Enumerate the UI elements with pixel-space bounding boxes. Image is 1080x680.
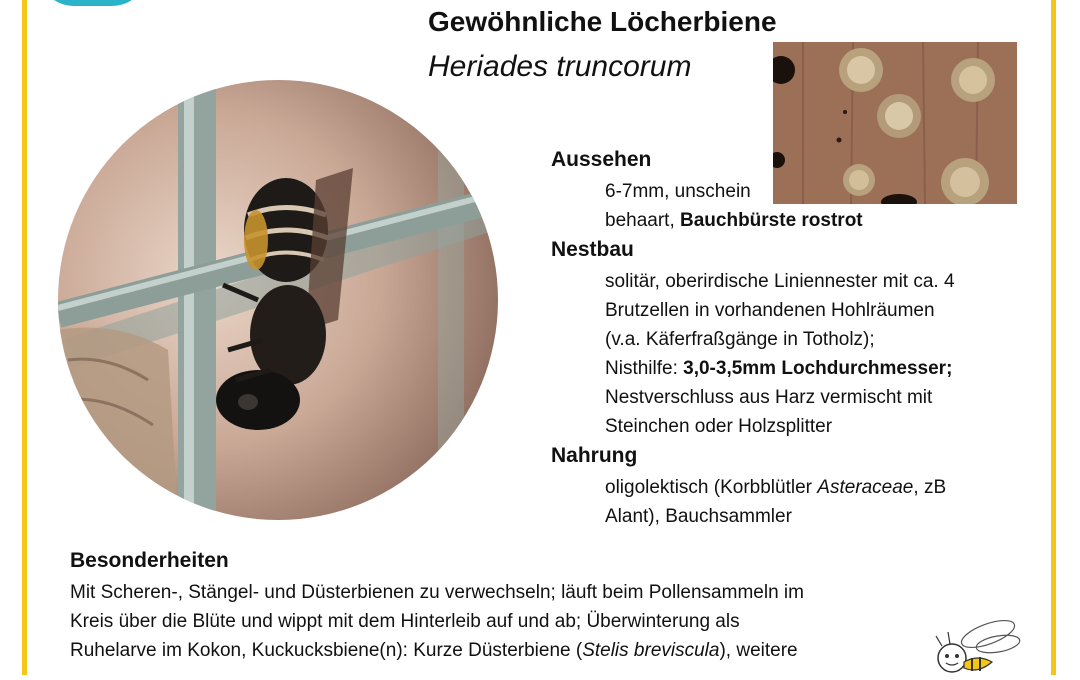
heading-aussehen: Aussehen (551, 148, 652, 171)
nahrung-line-1-plain: oligolektisch (Korbblütler (605, 477, 818, 498)
frame-left-border (22, 0, 27, 675)
text-besonderheiten (70, 578, 804, 665)
nahrung-line-1 (605, 473, 1015, 502)
aussehen-line-2-bold: Bauchbürste rostrot (680, 210, 863, 231)
nestbau-line-5: Nestverschluss aus Harz vermischt mit (605, 387, 933, 408)
heading-nahrung: Nahrung (551, 444, 638, 467)
besonderheiten-line-3-end: ), weitere (719, 640, 798, 661)
nestbau-line-4-plain: Nisthilfe: (605, 358, 684, 379)
text-nestbau (605, 267, 1015, 441)
bee-logo-icon (928, 618, 1028, 675)
besonderheiten-line-3 (70, 636, 804, 665)
heading-nestbau: Nestbau (551, 238, 634, 261)
nahrung-line-1-end: , zB (913, 477, 947, 498)
aussehen-line-2 (605, 206, 1015, 235)
nahrung-line-2: Alant), Bauchsammler (605, 506, 792, 527)
page-title: Gewöhnliche Löcherbiene (428, 6, 777, 37)
nestbau-line-3: (v.a. Käferfraßgänge in Totholz); (605, 329, 875, 350)
besonderheiten-line-3-plain: Ruhelarve im Kokon, Kuckucksbiene(n): Kurze Düsterbiene ( (70, 640, 583, 661)
bee-photo (58, 80, 498, 520)
latin-name: Heriades truncorum (428, 50, 692, 83)
nestbau-line-4-bold: 3,0-3,5mm Lochdurchmesser; (683, 358, 953, 379)
text-aussehen (605, 177, 1015, 235)
heading-besonderheiten: Besonderheiten (70, 549, 229, 572)
besonderheiten-line-1: Mit Scheren-, Stängel- und Düsterbienen zu verwechseln; läuft beim Pollensammeln im (70, 582, 804, 603)
text-nahrung (605, 473, 1015, 531)
besonderheiten-line-3-italic: Stelis breviscula (582, 640, 720, 661)
nestbau-line-2: Brutzellen in vorhandenen Hohlräumen (605, 300, 935, 321)
frame-right-border (1051, 0, 1056, 675)
logo-fragment-icon (38, 0, 148, 6)
nestbau-line-4 (605, 354, 1015, 383)
besonderheiten-line-2: Kreis über die Blüte und wippt mit dem Hinterleib auf und ab; Überwinterung als (70, 611, 740, 632)
nestbau-line-1: solitär, oberirdische Liniennester mit ca. 4 (605, 271, 955, 292)
aussehen-line-1: 6-7mm, unschein (605, 181, 751, 202)
aussehen-line-2-plain: behaart, (605, 210, 680, 231)
nestbau-line-6: Steinchen oder Holzsplitter (605, 416, 833, 437)
nahrung-line-1-italic: Asteraceae (817, 477, 914, 498)
